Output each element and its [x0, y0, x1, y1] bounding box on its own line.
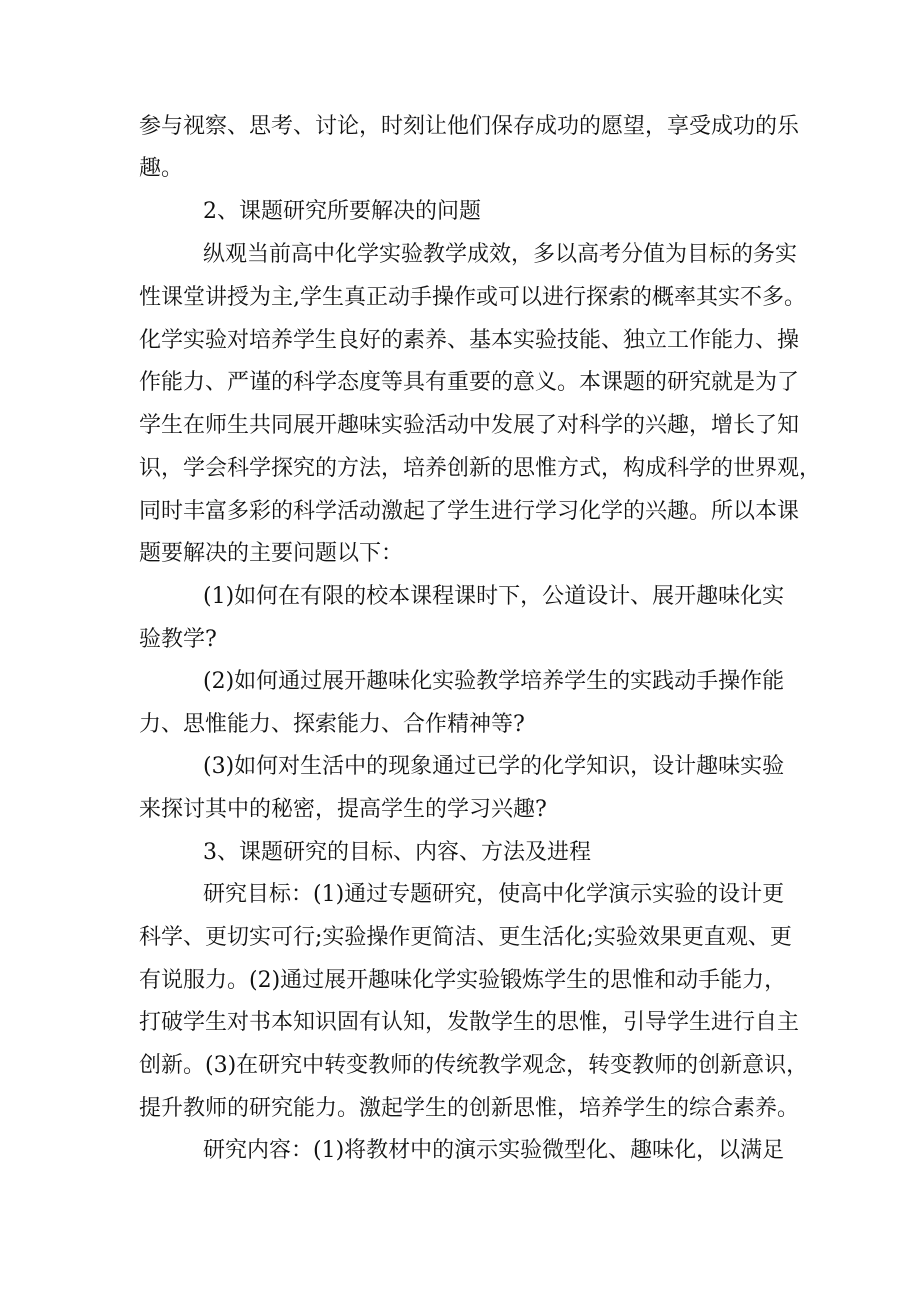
text-line: 研究目标：(1)通过专题研究，使高中化学演示实验的设计更: [203, 882, 785, 907]
text-line: 性课堂讲授为主,学生真正动手操作或可以进行探索的概率其实不多。: [139, 285, 806, 310]
text-line: 打破学生对书本知识固有认知，发散学生的思惟，引导学生进行自主: [139, 1010, 800, 1035]
text-line: 识，学会科学探究的方法，培养创新的思惟方式，构成科学的世界观，: [139, 456, 822, 481]
text-line: 同时丰富多彩的科学活动激起了学生进行学习化学的兴趣。所以本课: [139, 499, 800, 524]
text-line: 验教学?: [139, 627, 217, 652]
text-line: 来探讨其中的秘密，提高学生的学习兴趣?: [139, 797, 547, 822]
text-line: 参与视察、思考、讨论，时刻让他们保存成功的愿望，享受成功的乐: [139, 114, 800, 139]
list-item: (1)如何在有限的校本课程课时下，公道设计、展开趣味化实: [203, 584, 785, 609]
text-line: 纵观当前高中化学实验教学成效，多以高考分值为目标的务实: [203, 242, 798, 267]
text-line: 提升教师的研究能力。激起学生的创新思惟，培养学生的综合素养。: [139, 1096, 800, 1121]
list-item: (3)如何对生活中的现象通过已学的化学知识，设计趣味实验: [203, 754, 785, 779]
section-heading: 3、课题研究的目标、内容、方法及进程: [203, 840, 591, 865]
section-heading: 2、课题研究所要解决的问题: [203, 199, 481, 224]
text-line: 趣。: [139, 156, 184, 181]
text-line: 科学、更切实可行;实验操作更简洁、更生活化;实验效果更直观、更: [139, 925, 792, 950]
text-line: 作能力、严谨的科学态度等具有重要的意义。本课题的研究就是为了: [139, 370, 800, 395]
text-line: 创新。(3)在研究中转变教师的传统教学观念，转变教师的创新意识，: [139, 1053, 809, 1078]
list-item: (2)如何通过展开趣味化实验教学培养学生的实践动手操作能: [203, 669, 785, 694]
text-line: 力、思惟能力、探索能力、合作精神等?: [139, 712, 525, 737]
text-line: 学生在师生共同展开趣味实验活动中发展了对科学的兴趣，增长了知: [139, 413, 800, 438]
text-line: 化学实验对培养学生良好的素养、基本实验技能、独立工作能力、操: [139, 328, 800, 353]
text-line: 研究内容：(1)将教材中的演示实验微型化、趣味化，以满足: [203, 1138, 785, 1163]
text-line: 有说服力。(2)通过展开趣味化学实验锻炼学生的思惟和动手能力，: [139, 968, 787, 993]
text-line: 题要解决的主要问题以下：: [139, 541, 404, 566]
